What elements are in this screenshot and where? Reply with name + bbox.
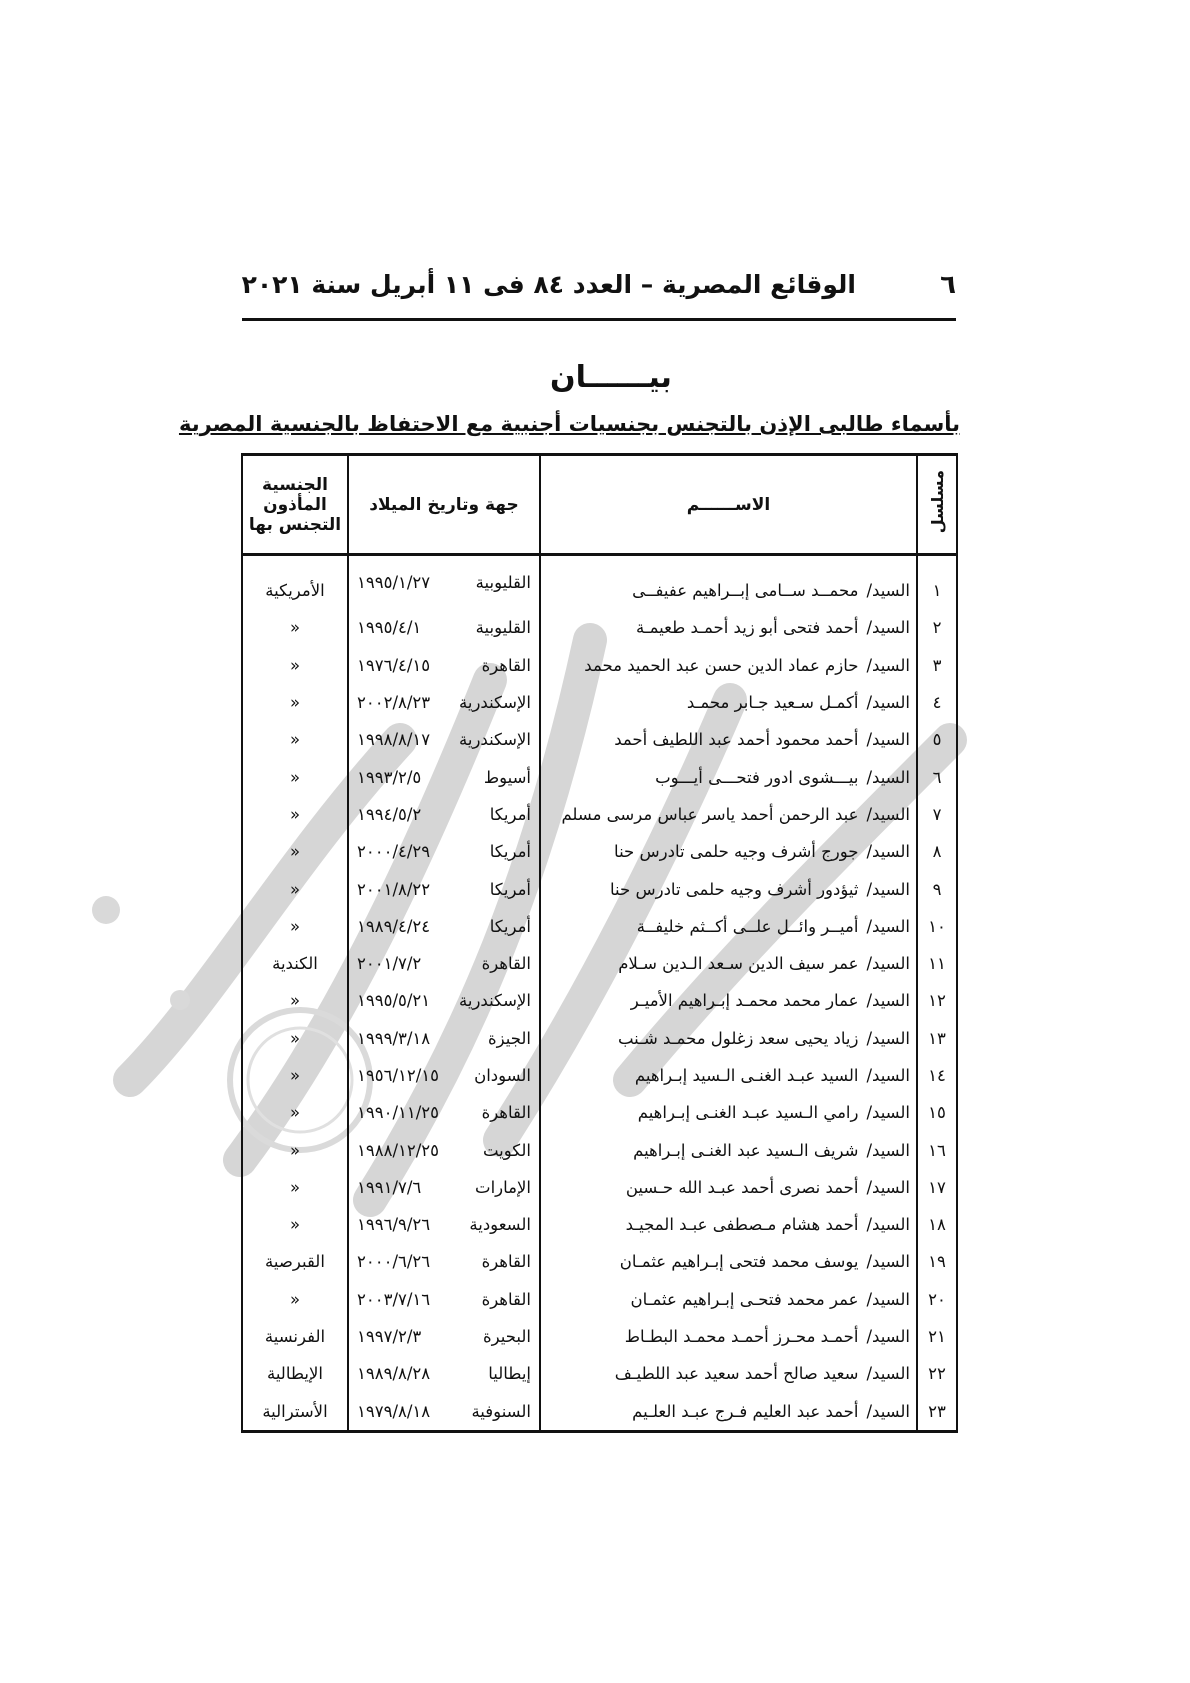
row-birth-date: ١٩٩٥/٥/٢١ [357, 991, 431, 1011]
row-birth-cell [348, 758, 540, 795]
row-name: أحمد نصرى أحمد عبـد الله حـسين [625, 1177, 859, 1197]
row-name-cell [540, 684, 917, 721]
row-name: أحمد هشام مـصطفى عبـد المجيـد [625, 1215, 859, 1235]
row-title: السيد/ [866, 991, 910, 1011]
row-name: جورج أشرف وجيه حلمى تادرس حنا [614, 842, 859, 862]
row-title: السيد/ [866, 1103, 910, 1123]
row-birth-cell [348, 908, 540, 945]
row-serial: ١٩ [917, 1243, 957, 1280]
row-name-cell [540, 796, 917, 833]
row-serial: ٩ [917, 870, 957, 907]
row-birth-place: السودان [474, 1066, 531, 1085]
table-row [242, 1020, 957, 1057]
table-row [242, 870, 957, 907]
row-nationality: « [242, 908, 348, 945]
row-birth-cell [348, 982, 540, 1019]
row-birth-cell [348, 1281, 540, 1318]
row-birth-cell [348, 684, 540, 721]
row-birth-date: ١٩٨٨/١٢/٢٥ [357, 1140, 440, 1160]
row-birth-place: إيطاليا [488, 1364, 531, 1384]
row-birth-date: ١٩٩٩/٣/١٨ [357, 1028, 431, 1048]
row-birth-date: ١٩٩١/٧/٦ [357, 1177, 422, 1197]
row-title: السيد/ [866, 1401, 910, 1421]
header-rule [242, 318, 956, 321]
row-birth-date: ٢٠٠٣/٧/١٦ [357, 1289, 431, 1309]
row-nationality: « [242, 982, 348, 1019]
row-birth-cell [348, 1169, 540, 1206]
row-serial: ١٧ [917, 1169, 957, 1206]
row-name-cell [540, 1057, 917, 1094]
row-name-cell [540, 1094, 917, 1131]
row-title: السيد/ [866, 1215, 910, 1235]
table-row [242, 609, 957, 646]
row-serial: ٢ [917, 609, 957, 646]
row-name-cell [540, 982, 917, 1019]
row-name: ثيؤدور أشرف وجيه حلمى تادرس حنا [610, 879, 859, 899]
row-birth-place: القاهرة [481, 954, 531, 974]
row-birth-date: ١٩٨٩/٨/٢٨ [357, 1364, 431, 1384]
row-birth-date: ١٩٧٩/٨/١٨ [357, 1401, 431, 1421]
header-serial: مسلسل [917, 455, 957, 555]
row-title: السيد/ [866, 916, 910, 936]
row-name-cell [540, 758, 917, 795]
row-birth-date: ١٩٨٩/٤/٢٤ [357, 916, 431, 936]
row-name: السيد عبـد الغنـى الـسيد إبـراهيم [634, 1066, 859, 1085]
row-title: السيد/ [866, 1327, 910, 1347]
row-birth-cell [348, 1318, 540, 1355]
row-birth-date: ١٩٩٥/١/٢٧ [357, 573, 431, 593]
row-birth-place: أمريكا [489, 804, 531, 824]
row-birth-place: القاهرة [481, 1289, 531, 1309]
row-title: السيد/ [866, 730, 910, 750]
row-name: أميــر وائــل علــى أكــثم خليفــة [636, 916, 859, 936]
row-name-cell [540, 1281, 917, 1318]
row-birth-place: الإسكندرية [459, 730, 531, 750]
row-serial: ١٤ [917, 1057, 957, 1094]
row-name-cell [540, 1243, 917, 1280]
table-row [242, 721, 957, 758]
row-serial: ٧ [917, 796, 957, 833]
row-birth-place: الجيزة [488, 1028, 531, 1048]
table-row [242, 1169, 957, 1206]
row-nationality: الأسترالية [242, 1393, 348, 1432]
row-name-cell [540, 1355, 917, 1392]
row-name: بيـــشوى ادور فتحـــى أيـــوب [655, 767, 859, 787]
table-row [242, 684, 957, 721]
row-birth-place: أسيوط [483, 767, 531, 787]
table-header-row [242, 455, 957, 555]
row-birth-place: الكويت [482, 1140, 531, 1160]
table-row [242, 1355, 957, 1392]
row-serial: ٢٠ [917, 1281, 957, 1318]
document-title: بيــــــان [550, 360, 672, 395]
row-birth-place: القاهرة [481, 1252, 531, 1272]
row-name-cell [540, 1318, 917, 1355]
row-birth-place: القاهرة [481, 1103, 531, 1123]
row-birth-cell [348, 1057, 540, 1094]
row-nationality: « [242, 684, 348, 721]
row-name: عبد الرحمن أحمد ياسر عباس مرسى مسلم [561, 804, 859, 824]
row-serial: ١٣ [917, 1020, 957, 1057]
gazette-header-title: الوقائع المصرية – العدد ٨٤ فى ١١ أبريل سنة ٢٠٢١ [241, 270, 856, 299]
row-serial: ١٥ [917, 1094, 957, 1131]
row-birth-cell [348, 1094, 540, 1131]
row-name-cell [540, 1131, 917, 1168]
table-row [242, 1094, 957, 1131]
row-birth-cell [348, 945, 540, 982]
row-serial: ٢٢ [917, 1355, 957, 1392]
row-nationality: « [242, 1169, 348, 1206]
row-title: السيد/ [866, 767, 910, 787]
row-serial: ٨ [917, 833, 957, 870]
row-birth-place: الإمارات [475, 1177, 531, 1197]
row-birth-date: ١٩٩٧/٢/٣ [357, 1327, 422, 1347]
row-birth-cell [348, 796, 540, 833]
page-header [242, 268, 956, 308]
row-birth-cell [348, 833, 540, 870]
row-birth-date: ٢٠٠١/٨/٢٢ [357, 879, 431, 899]
row-title: السيد/ [866, 618, 910, 638]
row-name-cell [540, 833, 917, 870]
row-birth-place: القليوبية [475, 573, 531, 593]
row-serial: ١٢ [917, 982, 957, 1019]
row-name: أكمـل سـعيد جـابر محمـد [686, 693, 859, 713]
row-nationality: « [242, 796, 348, 833]
row-birth-date: ١٩٩٠/١١/٢٥ [357, 1103, 440, 1123]
row-nationality: القبرصية [242, 1243, 348, 1280]
row-title: السيد/ [866, 1289, 910, 1309]
row-birth-place: أمريكا [489, 842, 531, 862]
row-title: السيد/ [866, 842, 910, 862]
row-birth-cell [348, 555, 540, 610]
row-serial: ٥ [917, 721, 957, 758]
row-birth-cell [348, 609, 540, 646]
table-row [242, 833, 957, 870]
row-title: السيد/ [866, 1066, 910, 1085]
row-birth-date: ١٩٩٦/٩/٢٦ [357, 1215, 431, 1235]
row-title: السيد/ [866, 655, 910, 675]
row-serial: ٢٣ [917, 1393, 957, 1432]
row-birth-date: ٢٠٠١/٧/٢ [357, 954, 422, 974]
row-serial: ١١ [917, 945, 957, 982]
table-row [242, 1057, 957, 1094]
row-serial: ١ [917, 555, 957, 610]
row-title: السيد/ [866, 693, 910, 713]
row-nationality: « [242, 1131, 348, 1168]
row-name: شريف الـسيد عبد الغنـى إبـراهيم [633, 1140, 859, 1160]
row-name-cell [540, 1393, 917, 1432]
row-birth-date: ٢٠٠٠/٦/٢٦ [357, 1252, 431, 1272]
row-serial: ١٨ [917, 1206, 957, 1243]
row-birth-date: ١٩٩٥/٤/١ [357, 618, 422, 638]
row-name: عمر محمد فتحـى إبـراهيم عثمـان [630, 1289, 859, 1309]
row-nationality: « [242, 1057, 348, 1094]
row-birth-cell [348, 1243, 540, 1280]
row-name-cell [540, 1206, 917, 1243]
row-birth-cell [348, 1020, 540, 1057]
row-title: السيد/ [866, 1177, 910, 1197]
row-name: عمر سيف الدين سـعد الـدين سـلام [618, 954, 859, 974]
row-serial: ٣ [917, 647, 957, 684]
row-birth-date: ١٩٩٤/٥/٢ [357, 804, 422, 824]
row-name-cell [540, 609, 917, 646]
row-name-cell [540, 1020, 917, 1057]
row-birth-place: الإسكندرية [459, 991, 531, 1011]
row-birth-cell [348, 870, 540, 907]
row-birth-place: البحيرة [483, 1327, 531, 1347]
row-name: يوسف محمد فتحى إبـراهيم عثمـان [619, 1252, 859, 1272]
row-name-cell [540, 647, 917, 684]
row-birth-date: ١٩٩٨/٨/١٧ [357, 730, 431, 750]
row-title: السيد/ [866, 879, 910, 899]
row-nationality: الفرنسية [242, 1318, 348, 1355]
row-serial: ١٠ [917, 908, 957, 945]
table-row [242, 945, 957, 982]
table-row [242, 1206, 957, 1243]
row-name-cell [540, 945, 917, 982]
table-row [242, 982, 957, 1019]
table-row [242, 908, 957, 945]
header-name: الاســــــم [540, 455, 917, 555]
row-nationality: « [242, 1281, 348, 1318]
row-nationality: « [242, 833, 348, 870]
row-title: السيد/ [866, 954, 910, 974]
row-serial: ٦ [917, 758, 957, 795]
row-birth-place: أمريكا [489, 879, 531, 899]
row-birth-cell [348, 1131, 540, 1168]
row-name-cell [540, 1169, 917, 1206]
table-row [242, 796, 957, 833]
row-title: السيد/ [866, 804, 910, 824]
row-name-cell [540, 555, 917, 610]
row-title: السيد/ [866, 1140, 910, 1160]
row-name-cell [540, 908, 917, 945]
table-row [242, 1281, 957, 1318]
row-name-cell [540, 870, 917, 907]
table-row [242, 1243, 957, 1280]
row-serial: ٤ [917, 684, 957, 721]
row-nationality: « [242, 1094, 348, 1131]
row-birth-place: الإسكندرية [459, 693, 531, 713]
row-name: أحمد عبد العليم فـرج عبـد العلـيم [632, 1401, 859, 1421]
row-name: أحمـد محـرز أحمـد محمـد البطـاط [624, 1327, 859, 1347]
row-title: السيد/ [866, 1364, 910, 1384]
row-nationality: « [242, 1206, 348, 1243]
row-nationality: الأمريكية [242, 555, 348, 610]
row-name: محمــد ســامى إبــراهيم عفيفــى [632, 581, 859, 601]
table-row [242, 647, 957, 684]
row-name: رامي الـسيد عبـد الغنـى إبـراهيم [637, 1103, 859, 1123]
row-birth-place: السنوفية [471, 1401, 531, 1421]
header-nationality: الجنسية المأذون التجنس بها [242, 455, 348, 555]
document-subtitle: بأسماء طالبى الإذن بالتجنس بجنسيات أجنبية مع الاحتفاظ بالجنسية المصرية [178, 412, 960, 436]
row-birth-date: ٢٠٠٢/٨/٢٣ [357, 693, 431, 713]
row-birth-cell [348, 1355, 540, 1392]
row-birth-place: القاهرة [481, 655, 531, 675]
row-name: عمار محمد محمـد إبـراهيم الأميـر [630, 991, 859, 1011]
row-nationality: « [242, 721, 348, 758]
row-nationality: « [242, 647, 348, 684]
table-row [242, 1131, 957, 1168]
row-birth-place: أمريكا [489, 916, 531, 936]
row-title: السيد/ [866, 581, 910, 601]
row-birth-place: القليوبية [475, 618, 531, 638]
row-nationality: « [242, 758, 348, 795]
row-nationality: الإيطالية [242, 1355, 348, 1392]
row-birth-date: ١٩٩٣/٢/٥ [357, 767, 422, 787]
row-name-cell [540, 721, 917, 758]
row-nationality: « [242, 1020, 348, 1057]
row-birth-place: السعودية [469, 1215, 531, 1235]
row-nationality: « [242, 609, 348, 646]
table-row [242, 1393, 957, 1432]
page-number: ٦ [940, 270, 956, 300]
table-row [242, 758, 957, 795]
row-serial: ٢١ [917, 1318, 957, 1355]
row-name: سعيد صالح أحمد سعيد عبد اللطيـف [614, 1364, 859, 1384]
row-birth-cell [348, 721, 540, 758]
row-title: السيد/ [866, 1252, 910, 1272]
row-birth-date: ٢٠٠٠/٤/٢٩ [357, 842, 431, 862]
table-row [242, 555, 957, 610]
row-nationality: « [242, 870, 348, 907]
applicants-table [241, 453, 958, 1433]
row-birth-cell [348, 1393, 540, 1432]
row-name: أحمد محمود أحمد عبد اللطيف أحمد [614, 730, 859, 750]
row-nationality: الكندية [242, 945, 348, 982]
header-birth: جهة وتاريخ الميلاد [348, 455, 540, 555]
table-row [242, 1318, 957, 1355]
row-birth-cell [348, 647, 540, 684]
row-name: حازم عماد الدين حسن عبد الحميد محمد [584, 655, 859, 675]
row-name: زياد يحيى سعد زغلول محمـد شـنب [617, 1028, 859, 1048]
row-birth-cell [348, 1206, 540, 1243]
row-title: السيد/ [866, 1028, 910, 1048]
row-name: أحمد فتحى أبو زيد أحمـد طعيمـة [635, 618, 859, 638]
row-serial: ١٦ [917, 1131, 957, 1168]
row-birth-date: ١٩٧٦/٤/١٥ [357, 655, 431, 675]
row-birth-date: ١٩٥٦/١٢/١٥ [357, 1066, 440, 1085]
